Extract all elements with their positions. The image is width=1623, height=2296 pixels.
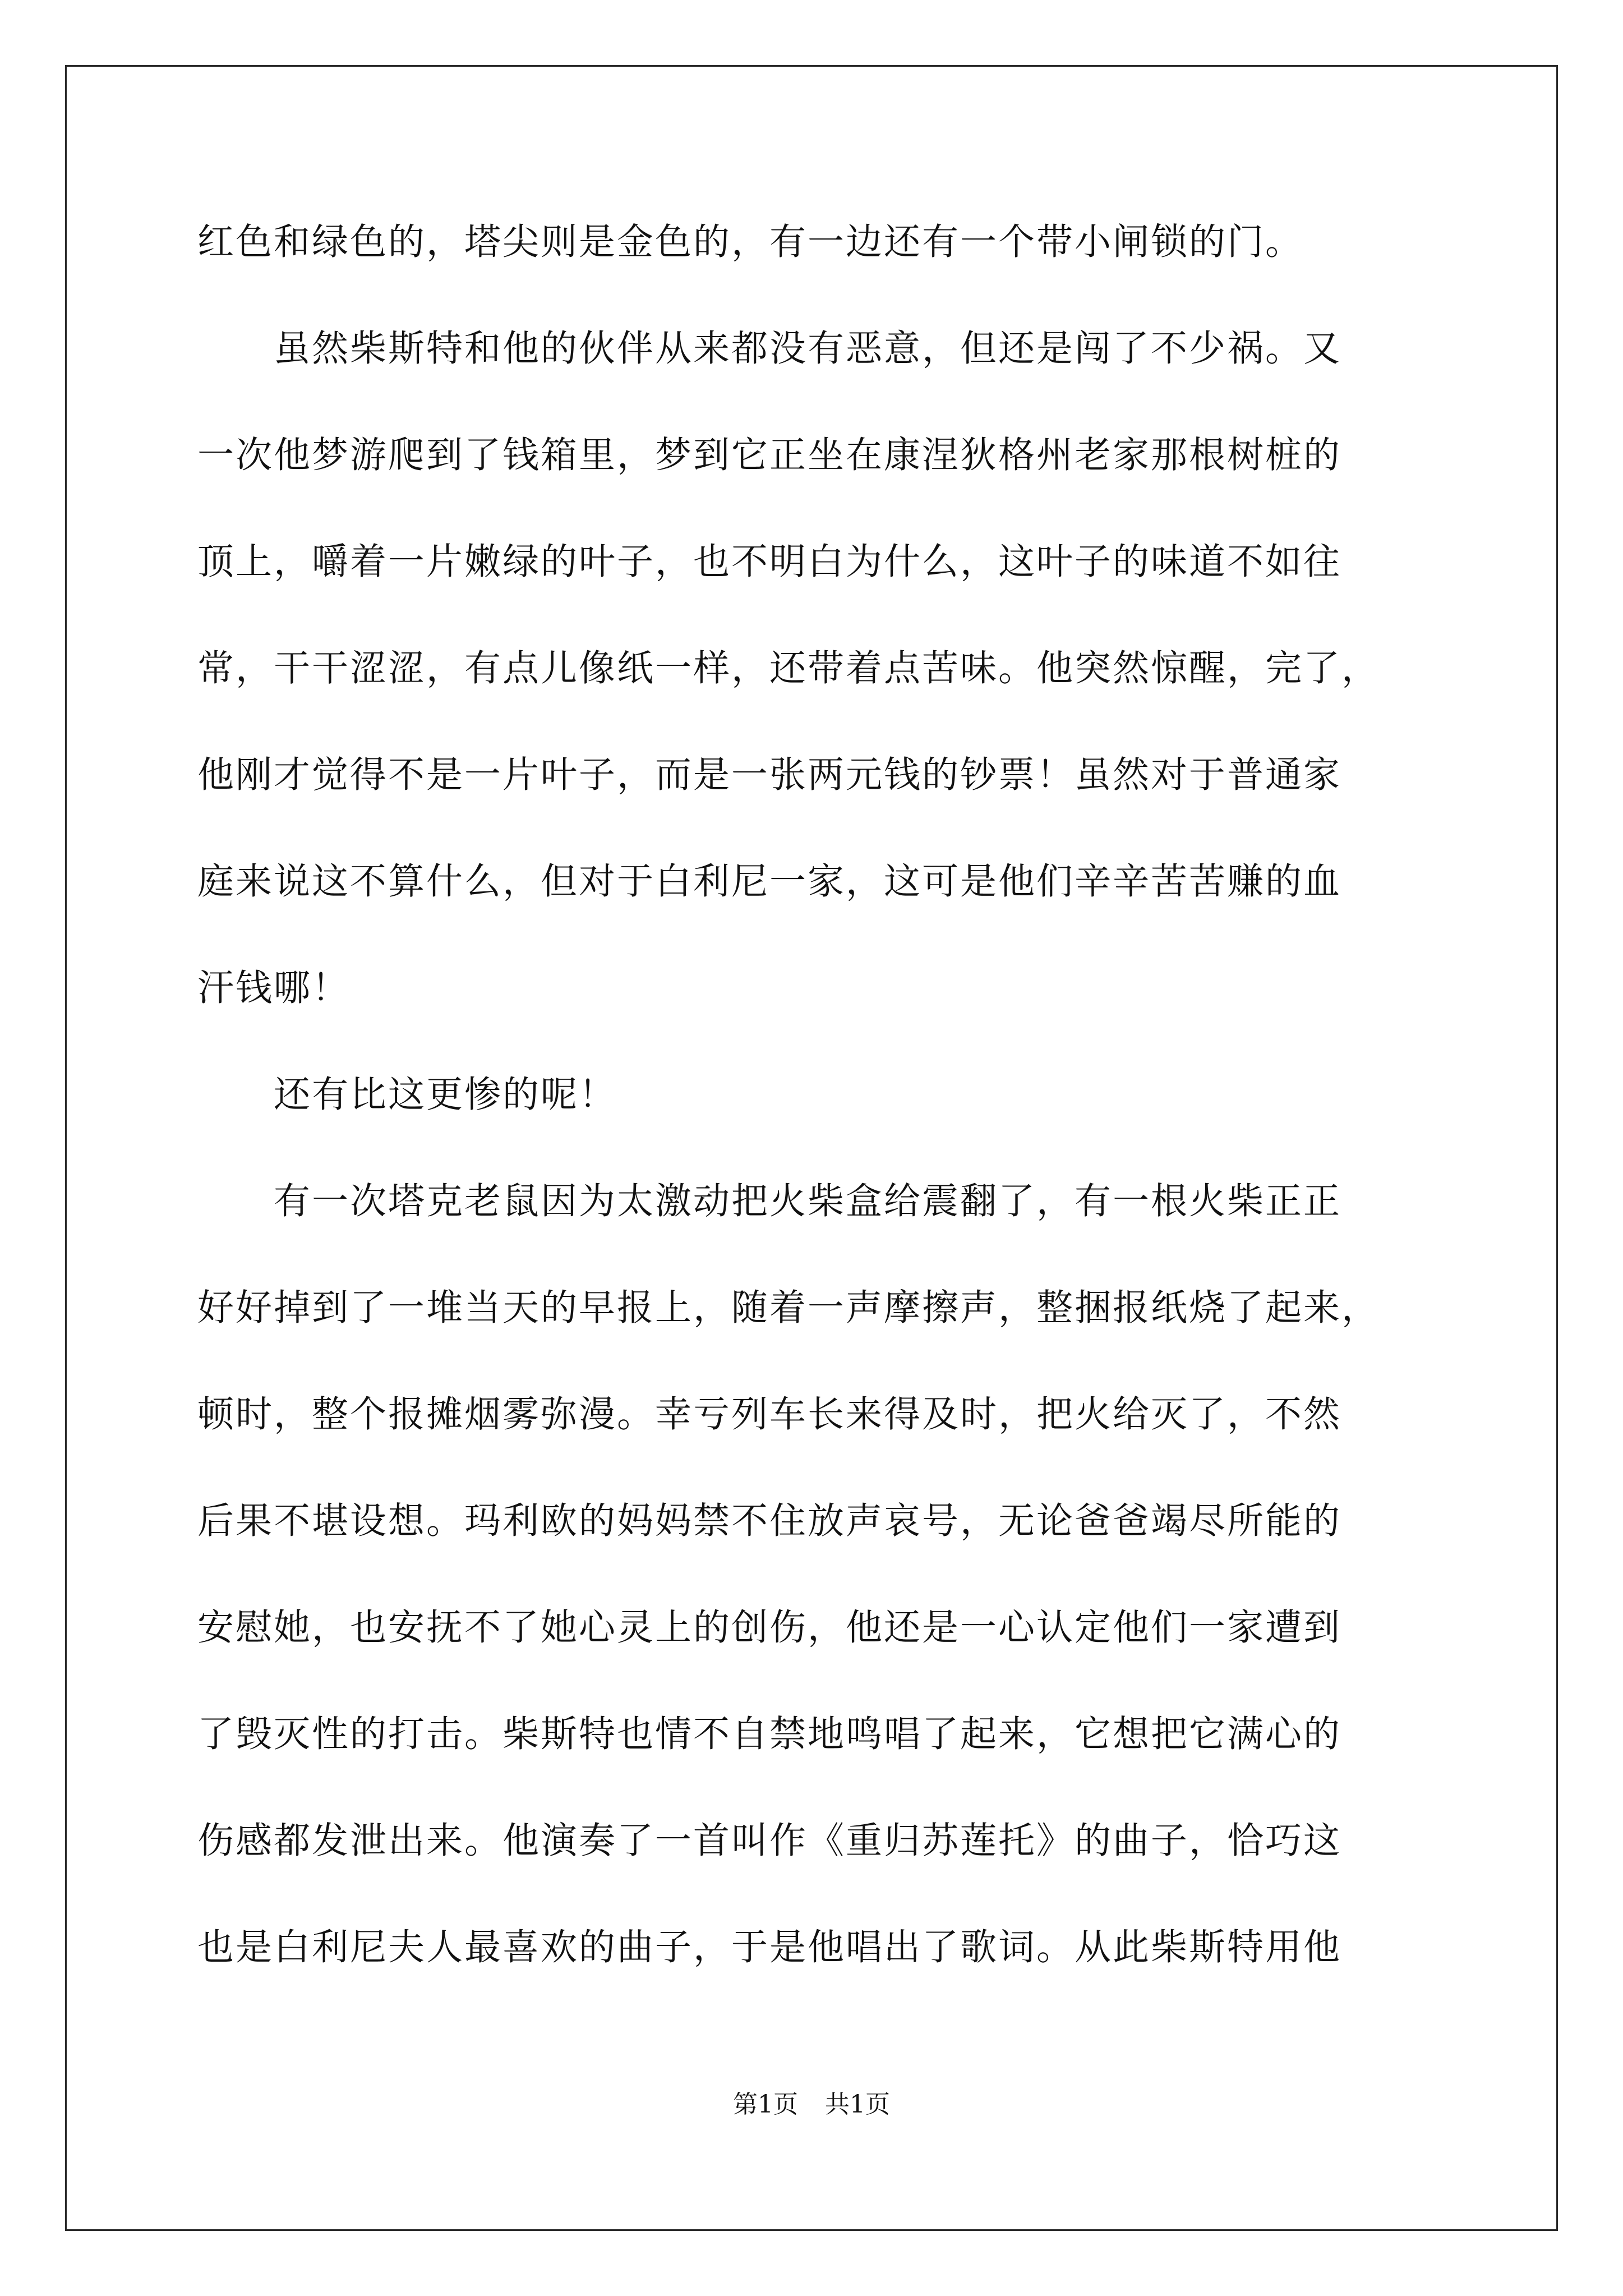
text-line: 还有比这更惨的呢！ [197,1074,617,1116]
text-line: 汗钱哪！ [197,967,351,1009]
page-total: 共1页 [825,2090,890,2119]
text-line: 红色和绿色的，塔尖则是金色的，有一边还有一个带小闸锁的门。 [197,221,1304,263]
text-line: 也是白利尼夫人最喜欢的曲子，于是他唱出了歌词。从此柴斯特用他 [197,1926,1342,1968]
text-line: 安慰她，也安抚不了她心灵上的创伤，他还是一心认定他们一家遭到 [197,1607,1342,1649]
page-number: 第1页 [733,2090,798,2119]
text-line: 庭来说这不算什么，但对于白利尼一家，这可是他们辛辛苦苦赚的血 [197,861,1342,903]
text-line: 有一次塔克老鼠因为太激动把火柴盒给震翻了，有一根火柴正正 [197,1180,1342,1222]
page-border [65,65,1558,2231]
text-line: 顿时，整个报摊烟雾弥漫。幸亏列车长来得及时，把火给灭了，不然 [197,1393,1342,1435]
text-line: 后果不堪设想。玛利欧的妈妈禁不住放声哀号，无论爸爸竭尽所能的 [197,1500,1342,1542]
text-line: 了毁灭性的打击。柴斯特也情不自禁地鸣唱了起来，它想把它满心的 [197,1713,1342,1755]
text-line: 他刚才觉得不是一片叶子，而是一张两元钱的钞票！虽然对于普通家 [197,754,1342,796]
text-line: 好好掉到了一堆当天的早报上，随着一声摩擦声，整捆报纸烧了起来， [197,1287,1380,1329]
text-line: 顶上，嚼着一片嫩绿的叶子，也不明白为什么，这叶子的味道不如往 [197,541,1342,583]
text-line: 虽然柴斯特和他的伙伴从来都没有恶意，但还是闯了不少祸。又 [197,328,1342,370]
text-line: 常，干干涩涩，有点儿像纸一样，还带着点苦味。他突然惊醒，完了， [197,647,1380,689]
text-line: 伤感都发泄出来。他演奏了一首叫作《重归苏莲托》的曲子，恰巧这 [197,1820,1342,1862]
text-line: 一次他梦游爬到了钱箱里，梦到它正坐在康涅狄格州老家那根树桩的 [197,434,1342,476]
page-footer [0,2088,1623,2122]
